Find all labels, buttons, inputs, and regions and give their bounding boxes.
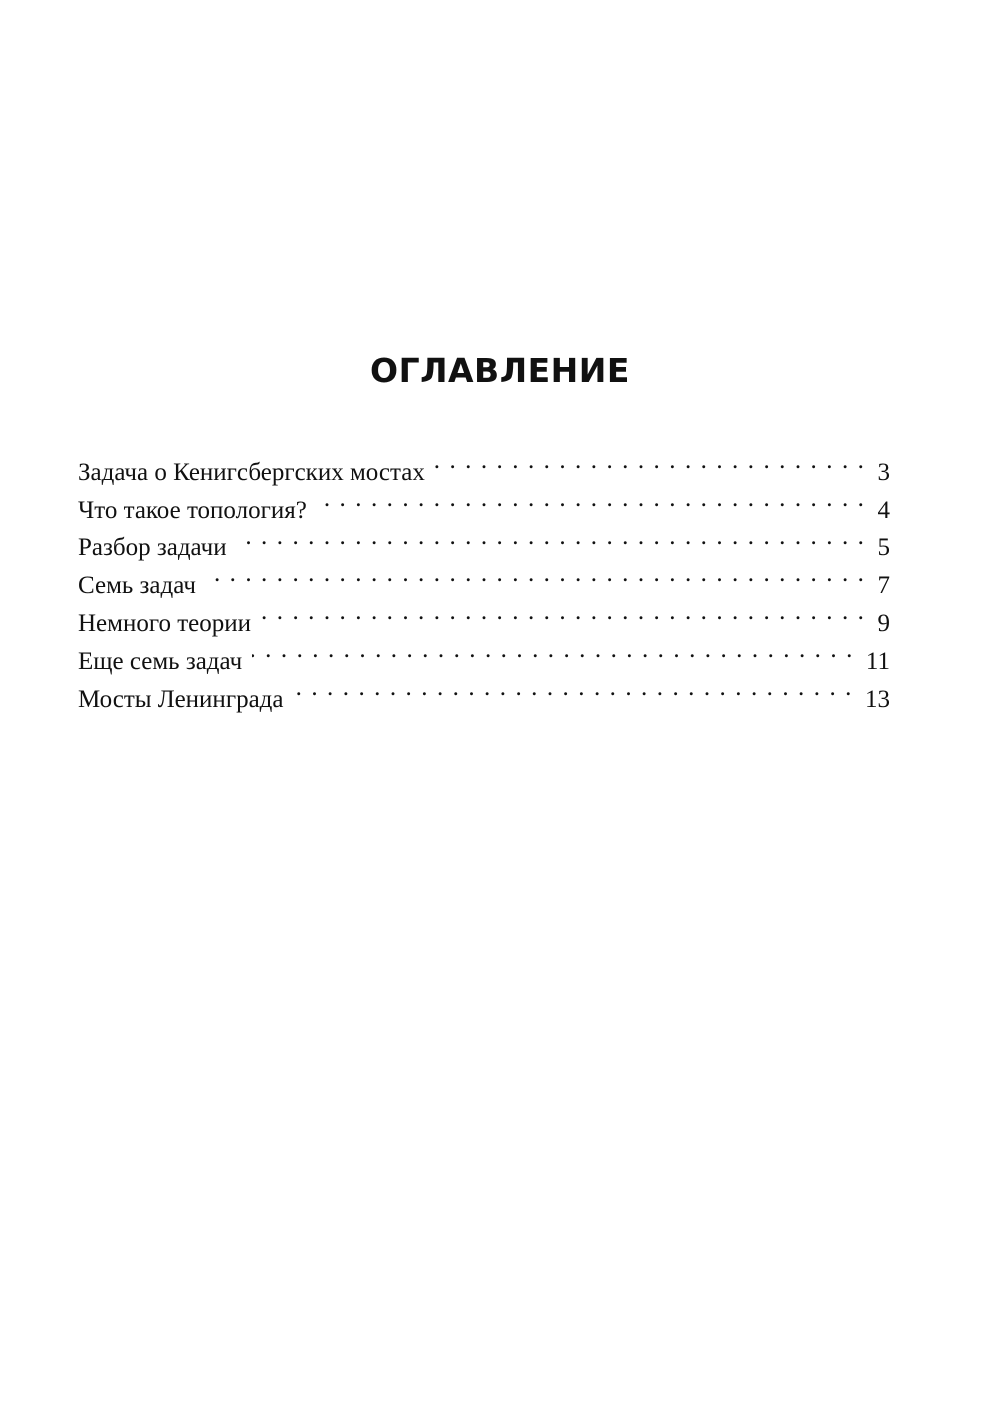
toc-entry-title: Еще семь задач — [78, 647, 243, 675]
toc-entry-title: Разбор задачи — [78, 534, 227, 562]
toc-page-number: 11 — [865, 647, 890, 675]
toc-page-number: 4 — [877, 496, 890, 524]
table-of-contents-list — [78, 442, 890, 713]
toc-page-number: 9 — [877, 609, 890, 637]
dot-leader — [237, 518, 866, 556]
toc-page-number: 7 — [877, 572, 890, 600]
toc-entry-title: Мосты Ленинграда — [78, 685, 284, 713]
toc-page-number: 13 — [865, 685, 890, 713]
toc-entry-title: Немного теории — [78, 609, 252, 637]
table-of-contents-heading: ОГЛАВЛЕНИЕ — [370, 351, 630, 390]
dot-leader — [293, 669, 853, 707]
toc-entry-title: Семь задач — [78, 572, 196, 600]
toc-entry-title: Что такое топология? — [78, 496, 307, 524]
dot-leader — [206, 555, 866, 593]
toc-entry — [78, 442, 890, 486]
toc-entry — [78, 593, 890, 637]
dot-leader — [252, 631, 854, 669]
toc-page-number: 5 — [877, 534, 890, 562]
toc-page-number: 3 — [877, 458, 890, 486]
dot-leader — [261, 593, 865, 631]
toc-entry-title: Задача о Кенигсбергских мостах — [78, 458, 425, 486]
dot-leader — [435, 442, 866, 480]
dot-leader — [317, 480, 866, 518]
